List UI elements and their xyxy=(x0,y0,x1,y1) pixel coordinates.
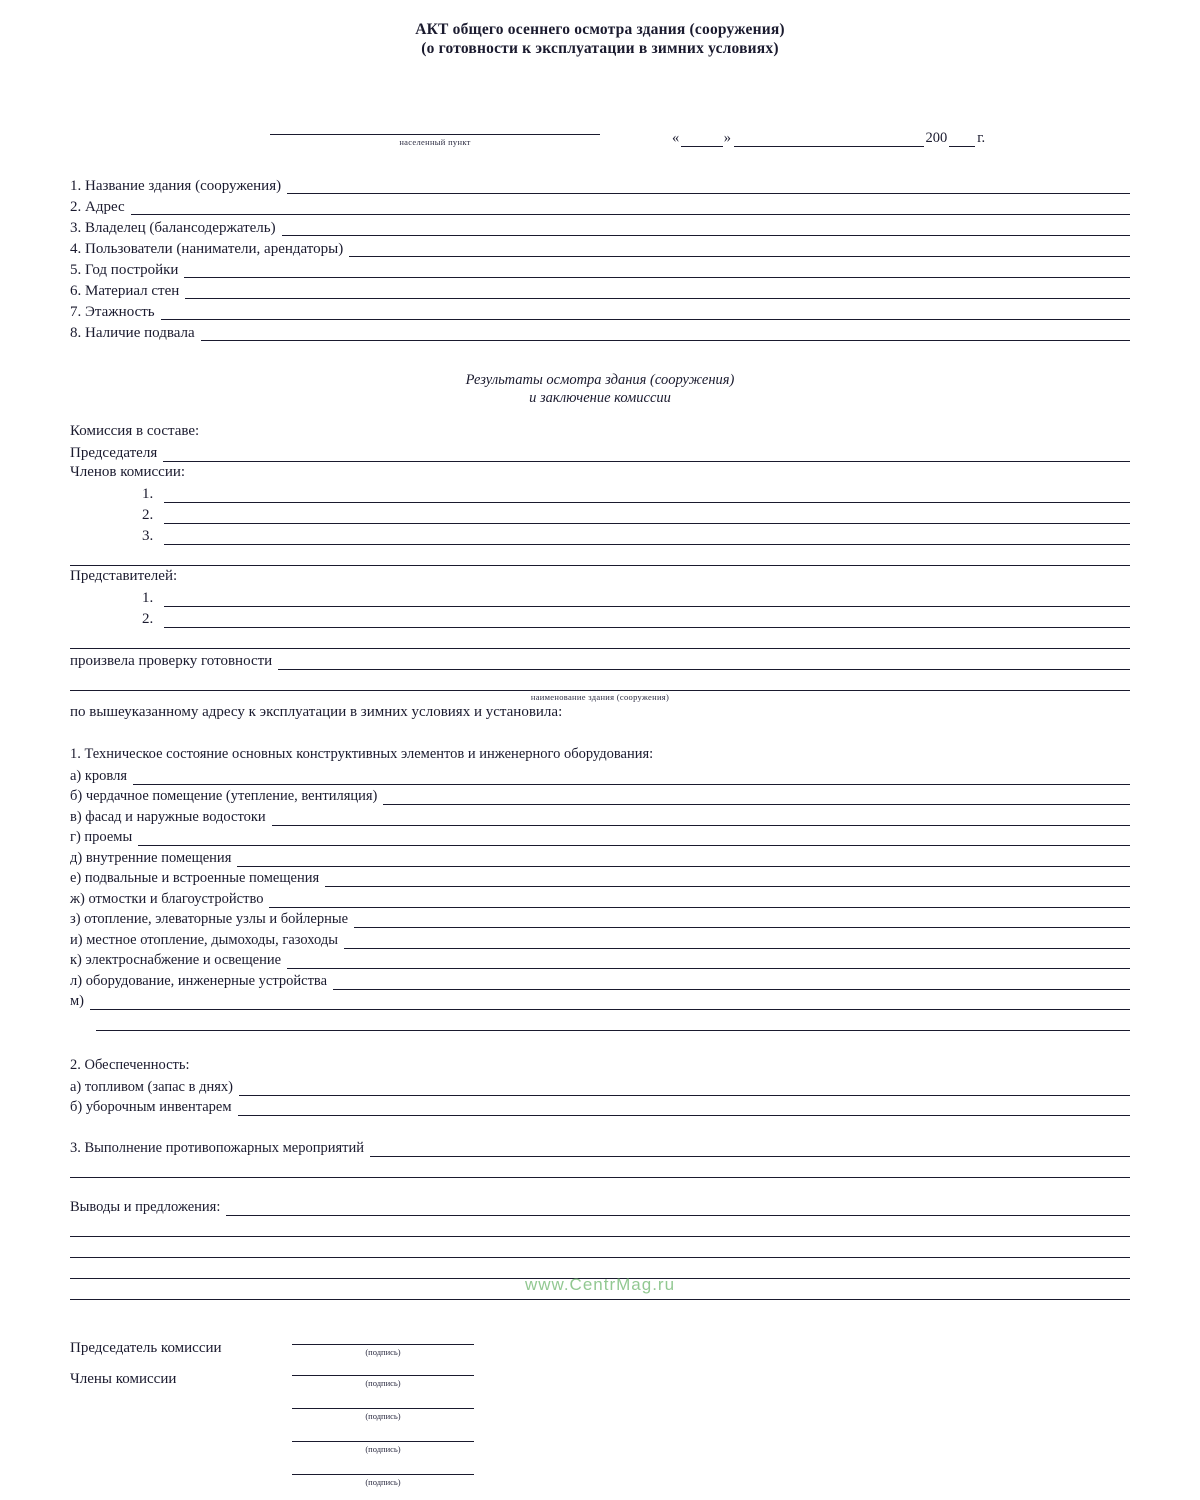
field-input[interactable] xyxy=(201,327,1130,341)
member-number: 1. xyxy=(142,486,154,502)
building-name-input[interactable] xyxy=(70,670,1130,691)
representatives-label: Представителей: xyxy=(70,568,178,584)
field-input[interactable] xyxy=(349,243,1130,257)
signature-caption: (подпись) xyxy=(365,1347,401,1357)
part1-item xyxy=(70,785,1130,806)
field-input[interactable] xyxy=(287,180,1130,194)
part1-item-label: г) проемы xyxy=(70,829,133,845)
representative-row xyxy=(142,586,1130,607)
signature-rule[interactable] xyxy=(292,1394,474,1409)
part1-item-input[interactable] xyxy=(333,976,1130,990)
date-quote-open: « xyxy=(672,130,680,146)
signature-rule[interactable] xyxy=(292,1460,474,1475)
date-block xyxy=(672,130,985,147)
member-input[interactable] xyxy=(164,510,1130,524)
provision-block xyxy=(70,1055,1130,1116)
place-block xyxy=(270,120,600,147)
representative-row xyxy=(142,607,1130,628)
date-quote-close: » xyxy=(723,130,732,146)
part1-item-label: м) xyxy=(70,993,85,1009)
date-day-input[interactable] xyxy=(681,134,723,147)
representative-input[interactable] xyxy=(164,593,1130,607)
field-label: 5. Год постройки xyxy=(70,262,179,278)
part3-input[interactable] xyxy=(370,1143,1130,1157)
field-input[interactable] xyxy=(161,306,1130,320)
field-row xyxy=(70,257,1130,278)
commission-block xyxy=(70,421,1130,722)
conclusions-extra-input[interactable] xyxy=(70,1237,1130,1258)
field-input[interactable] xyxy=(185,285,1130,299)
part1-item-label: е) подвальные и встроенные помещения xyxy=(70,870,320,886)
part1-item xyxy=(70,928,1130,949)
signature-rule[interactable] xyxy=(292,1427,474,1442)
members-label: Членов комиссии: xyxy=(70,464,186,480)
member-input[interactable] xyxy=(164,531,1130,545)
field-label: 3. Владелец (балансодержатель) xyxy=(70,220,276,236)
chairman-signature-label: Председатель комиссии xyxy=(70,1340,222,1356)
members-signature-row xyxy=(70,1361,1130,1388)
part1-item xyxy=(70,764,1130,785)
building-info-fields xyxy=(70,173,1130,341)
representatives-list xyxy=(142,586,1130,628)
part2-item-label: б) уборочным инвентарем xyxy=(70,1099,232,1115)
field-label: 6. Материал стен xyxy=(70,283,180,299)
part1-item xyxy=(70,805,1130,826)
members-list xyxy=(142,482,1130,545)
check-input[interactable] xyxy=(278,656,1130,670)
field-label: 2. Адрес xyxy=(70,199,125,215)
member-row xyxy=(142,482,1130,503)
conclusions-extra-input[interactable] xyxy=(70,1216,1130,1237)
representative-number: 1. xyxy=(142,590,154,606)
chairman-input[interactable] xyxy=(163,448,1130,462)
chairman-signature-row xyxy=(70,1330,1130,1357)
watermark: www.CentrMag.ru xyxy=(524,1275,676,1294)
field-row xyxy=(70,173,1130,194)
check-row xyxy=(70,649,1130,670)
part1-item xyxy=(70,887,1130,908)
part2-item-input[interactable] xyxy=(239,1082,1130,1096)
part1-item xyxy=(70,826,1130,847)
part1-item-input[interactable] xyxy=(90,996,1130,1010)
part1-item-label: а) кровля xyxy=(70,767,127,784)
signature-caption: (подпись) xyxy=(365,1444,401,1454)
part1-heading: 1. Техническое состояние основных конструктивных элементов и инженерного оборудования: xyxy=(70,746,654,762)
member-signature-field[interactable] xyxy=(292,1460,474,1487)
member-input[interactable] xyxy=(164,489,1130,503)
part1-item xyxy=(70,949,1130,970)
part1-extra-input[interactable] xyxy=(96,1010,1130,1031)
fire-safety-block xyxy=(70,1136,1130,1178)
field-row xyxy=(70,215,1130,236)
part3-row xyxy=(70,1136,1130,1157)
representative-input[interactable] xyxy=(164,614,1130,628)
member-row xyxy=(142,503,1130,524)
chairman-row xyxy=(70,441,1130,462)
part1-item xyxy=(70,846,1130,867)
conclusions-row xyxy=(70,1196,1130,1217)
date-year-prefix: 200 xyxy=(925,130,948,146)
chairman-signature-field[interactable] xyxy=(292,1330,474,1357)
part1-item-input[interactable] xyxy=(287,955,1130,969)
part3-heading: 3. Выполнение противопожарных мероприятий xyxy=(70,1139,365,1156)
section-heading-line-2: и заключение комиссии xyxy=(529,390,671,406)
signatures-block xyxy=(70,1330,1130,1487)
field-label: 7. Этажность xyxy=(70,304,155,320)
section-heading xyxy=(70,371,1130,407)
date-year-suffix: г. xyxy=(977,130,986,146)
field-input[interactable] xyxy=(282,222,1130,236)
part1-item-input[interactable] xyxy=(354,914,1130,928)
signature-rule[interactable] xyxy=(292,1330,474,1345)
member-number: 2. xyxy=(142,507,154,523)
signature-rule[interactable] xyxy=(292,1361,474,1376)
section-heading-line-1: Результаты осмотра здания (сооружения) xyxy=(465,372,735,388)
part2-heading: 2. Обеспеченность: xyxy=(70,1057,190,1073)
members-extra-input[interactable] xyxy=(70,545,1130,566)
part1-item-label: л) оборудование, инженерные устройства xyxy=(70,972,327,989)
part2-item-input[interactable] xyxy=(238,1102,1130,1116)
part1-item-input[interactable] xyxy=(272,812,1130,826)
part1-item xyxy=(70,908,1130,929)
chairman-label: Председателя xyxy=(70,445,158,461)
conclusions-label: Выводы и предложения: xyxy=(70,1199,221,1215)
part1-item-input[interactable] xyxy=(344,935,1130,949)
field-row xyxy=(70,236,1130,257)
field-row xyxy=(70,194,1130,215)
field-label: 1. Название здания (сооружения) xyxy=(70,178,282,194)
signature-caption: (подпись) xyxy=(365,1477,401,1487)
part2-item-label: а) топливом (запас в днях) xyxy=(70,1078,233,1095)
check-label: произвела проверку готовности xyxy=(70,653,273,669)
representatives-extra-input[interactable] xyxy=(70,628,1130,649)
part1-item-input[interactable] xyxy=(383,791,1130,805)
part1-item-label: з) отопление, элеваторные узлы и бойлерные xyxy=(70,911,349,927)
signature-caption: (подпись) xyxy=(365,1378,401,1388)
field-row xyxy=(70,278,1130,299)
part1-item-label: ж) отмостки и благоустройство xyxy=(70,890,264,907)
commission-intro: Комиссия в составе: xyxy=(70,423,200,439)
place-input[interactable] xyxy=(270,120,600,135)
member-signature-field[interactable] xyxy=(292,1427,474,1454)
part1-item xyxy=(70,969,1130,990)
building-name-caption: наименование здания (сооружения) xyxy=(530,692,670,702)
address-note: по вышеуказанному адресу к эксплуатации в зимних условиях и установила: xyxy=(70,704,563,720)
part1-item-label: и) местное отопление, дымоходы, газоходы xyxy=(70,931,338,948)
part1-item xyxy=(70,867,1130,888)
conclusions-input[interactable] xyxy=(226,1202,1130,1216)
member-signature-field[interactable] xyxy=(292,1394,474,1421)
part1-item-label: б) чердачное помещение (утепление, вентиляция) xyxy=(70,788,378,804)
part1-item-input[interactable] xyxy=(325,873,1130,887)
part1-item-label: в) фасад и наружные водостоки xyxy=(70,808,266,825)
date-month-input[interactable] xyxy=(734,134,924,147)
part1-item-input[interactable] xyxy=(138,832,1130,846)
members-signature-label: Члены комиссии xyxy=(70,1371,177,1387)
field-input[interactable] xyxy=(131,201,1130,215)
field-input[interactable] xyxy=(184,264,1130,278)
page-title xyxy=(70,20,1130,58)
part1-item xyxy=(70,990,1130,1011)
field-label: 4. Пользователи (наниматели, арендаторы) xyxy=(70,241,344,257)
part1-item-input[interactable] xyxy=(133,771,1130,785)
member-signature-field[interactable] xyxy=(292,1361,474,1388)
title-line-2: (о готовности к эксплуатации в зимних условиях) xyxy=(421,40,779,57)
member-row xyxy=(142,524,1130,545)
title-line-1: АКТ общего осеннего осмотра здания (сооружения) xyxy=(415,21,785,38)
representative-number: 2. xyxy=(142,611,154,627)
field-row xyxy=(70,320,1130,341)
technical-condition-block xyxy=(70,744,1130,1031)
date-year-input[interactable] xyxy=(949,134,975,147)
part1-item-label: д) внутренние помещения xyxy=(70,849,232,866)
part1-item-label: к) электроснабжение и освещение xyxy=(70,952,282,968)
part2-item xyxy=(70,1096,1130,1117)
part1-item-input[interactable] xyxy=(269,894,1130,908)
place-and-date-row xyxy=(70,120,1130,147)
place-caption: населенный пункт xyxy=(399,137,471,147)
member-number: 3. xyxy=(142,528,154,544)
field-row xyxy=(70,299,1130,320)
part1-item-input[interactable] xyxy=(237,853,1130,867)
signature-caption: (подпись) xyxy=(365,1411,401,1421)
part2-item xyxy=(70,1075,1130,1096)
field-label: 8. Наличие подвала xyxy=(70,325,195,341)
part3-extra-input[interactable] xyxy=(70,1157,1130,1178)
